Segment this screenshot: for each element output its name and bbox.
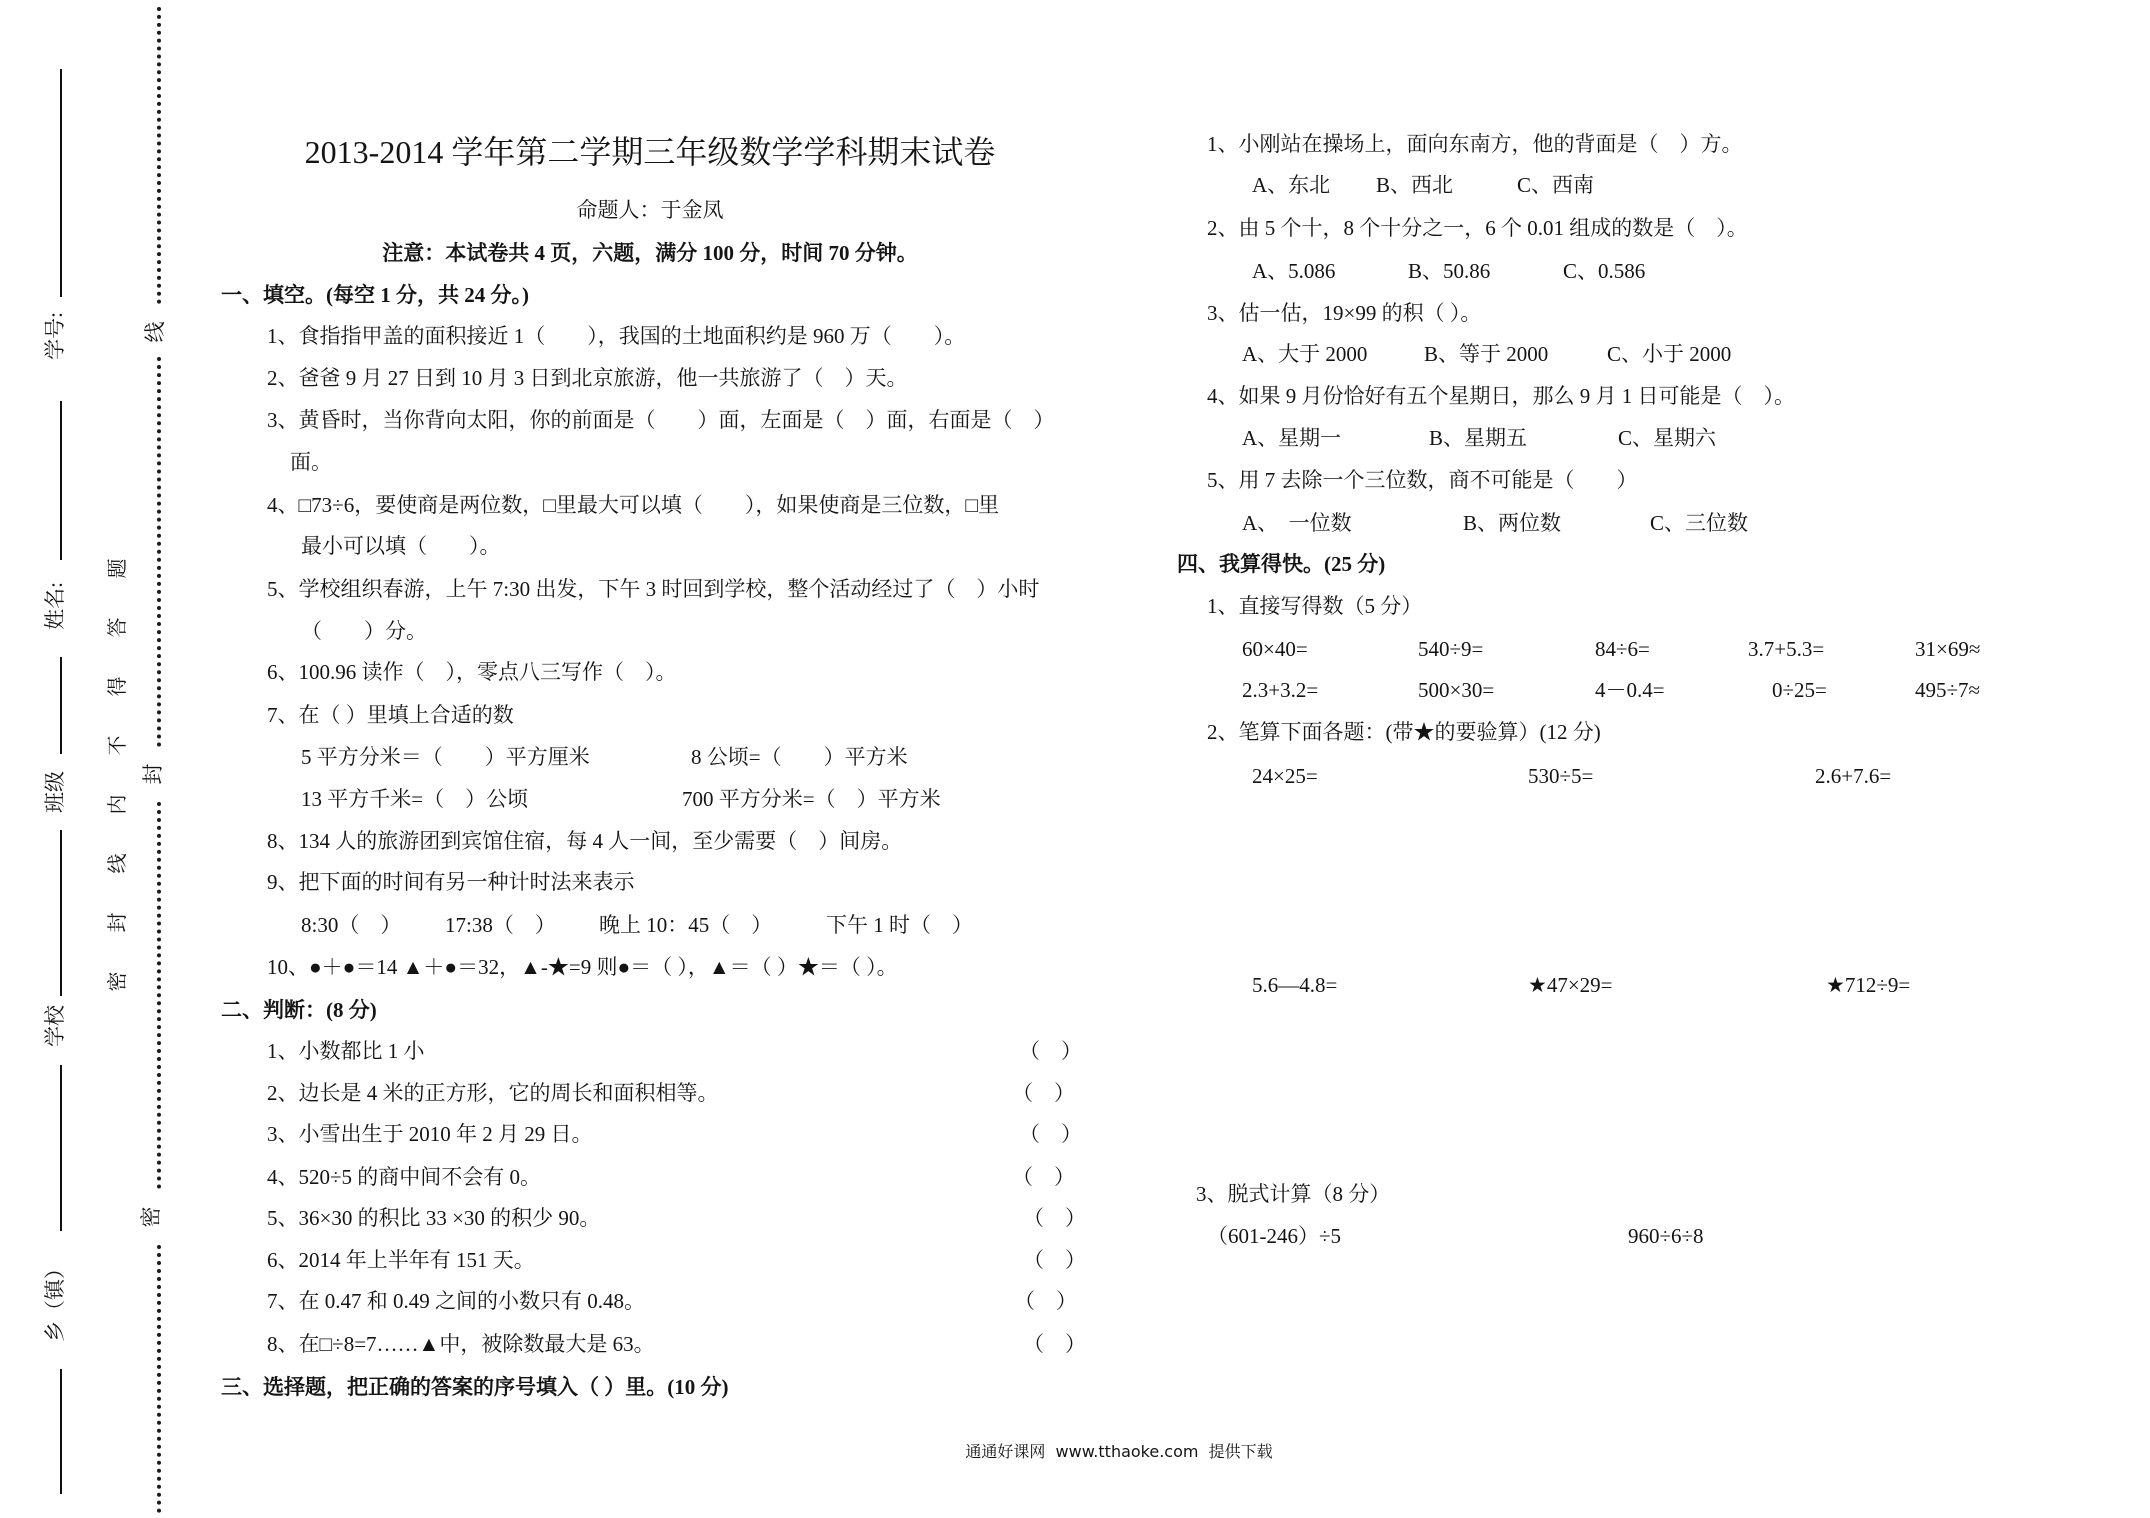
question-text: 2、爸爸 9 月 27 日到 10 月 3 日到北京旅游，他一共旅游了（ ）天。 [267, 366, 908, 390]
oral-calc-item: 84÷6= [1595, 637, 1650, 661]
question-text-continued: 面。 [290, 450, 332, 474]
judgment-item: 6、2014 年上半年有 151 天。 [267, 1248, 535, 1272]
written-calc-item: ★712÷9= [1826, 973, 1911, 997]
judgment-item: 2、边长是 4 米的正方形，它的周长和面积相等。 [267, 1081, 719, 1105]
section-heading-choice: 三、选择题，把正确的答案的序号填入（ ）里。(10 分) [221, 1375, 729, 1399]
written-calc-item: 530÷5= [1528, 764, 1594, 788]
question-text: 1、食指指甲盖的面积接近 1（ ），我国的土地面积约是 960 万（ ）。 [267, 324, 966, 348]
student-no-label: 学号: [43, 312, 67, 360]
choice-option: C、西南 [1517, 173, 1595, 197]
choice-option: A、大于 2000 [1242, 342, 1368, 366]
choice-question: 1、小刚站在操场上，面向东南方，他的背面是（ ）方。 [1207, 132, 1743, 156]
written-calc-item: 24×25= [1252, 764, 1318, 788]
question-text-continued: （ ）分。 [301, 619, 427, 643]
judgment-answer-blank: （ ） [1019, 1039, 1082, 1063]
choice-option: B、星期五 [1429, 426, 1528, 450]
choice-question: 3、估一估，19×99 的积（ ）。 [1207, 301, 1482, 325]
judgment-item: 3、小雪出生于 2010 年 2 月 29 日。 [267, 1122, 593, 1146]
oral-calc-title: 1、直接写得数（5 分） [1207, 594, 1423, 618]
seal-mark-seal: 封 [141, 763, 165, 785]
question-text: 9、把下面的时间有另一种计时法来表示 [267, 870, 635, 894]
judgment-answer-blank: （ ） [1023, 1332, 1086, 1356]
sub-blank: 5 平方分米＝（ ）平方厘米 [301, 745, 590, 769]
choice-option: B、等于 2000 [1424, 342, 1549, 366]
seal-mark-secret: 密 [139, 1206, 163, 1228]
seal-mark-line: 线 [143, 321, 167, 343]
time-blank: 17:38（ ） [445, 913, 556, 937]
choice-option: C、星期六 [1618, 426, 1717, 450]
choice-option: C、小于 2000 [1607, 342, 1732, 366]
choice-option: C、三位数 [1650, 511, 1749, 535]
written-calc-item: ★47×29= [1528, 973, 1613, 997]
sub-blank: 13 平方千米=（ ）公顷 [301, 787, 529, 811]
question-text: 10、●＋●＝14 ▲＋●＝32，▲-★=9 则●＝（ ），▲＝（ ）★＝（ ）。 [267, 955, 898, 979]
choice-option: B、西北 [1376, 173, 1454, 197]
choice-question: 4、如果 9 月份恰好有五个星期日，那么 9 月 1 日可能是（ ）。 [1207, 384, 1795, 408]
written-calc-title: 2、笔算下面各题：(带★的要验算）(12 分) [1207, 720, 1601, 744]
section-heading-calc: 四、我算得快。(25 分) [1177, 552, 1386, 576]
judgment-answer-blank: （ ） [1023, 1206, 1086, 1230]
class-label: 班级 [43, 771, 67, 813]
stepwise-calc-item: 960÷6÷8 [1628, 1224, 1704, 1248]
choice-question: 2、由 5 个十，8 个十分之一，6 个 0.01 组成的数是（ ）。 [1207, 216, 1748, 240]
school-label: 学校 [43, 1005, 67, 1047]
judgment-answer-blank: （ ） [1023, 1248, 1086, 1272]
exam-notice: 注意：本试卷共 4 页，六题，满分 100 分，时间 70 分钟。 [382, 241, 918, 265]
judgment-item: 1、小数都比 1 小 [267, 1039, 425, 1063]
question-text: 5、学校组织春游，上午 7:30 出发，下午 3 时回到学校，整个活动经过了（ ）小时 [267, 577, 1040, 601]
stepwise-calc-item: （601-246）÷5 [1207, 1224, 1342, 1248]
judgment-answer-blank: （ ） [1014, 1289, 1077, 1313]
judgment-answer-blank: （ ） [1012, 1081, 1075, 1105]
choice-option: B、50.86 [1408, 259, 1491, 283]
oral-calc-item: 0÷25= [1772, 678, 1827, 702]
choice-option: A、星期一 [1242, 426, 1342, 450]
judgment-item: 7、在 0.47 和 0.49 之间的小数只有 0.48。 [267, 1289, 645, 1313]
choice-option: B、两位数 [1463, 511, 1562, 535]
oral-calc-item: 500×30= [1418, 678, 1495, 702]
choice-option: C、0.586 [1563, 259, 1646, 283]
choice-option: A、东北 [1252, 173, 1331, 197]
question-text: 6、100.96 读作（ ），零点八三写作（ ）。 [267, 660, 677, 684]
oral-calc-item: 540÷9= [1418, 637, 1484, 661]
question-text: 7、在（ ）里填上合适的数 [267, 703, 514, 727]
question-text: 4、□73÷6，要使商是两位数，□里最大可以填（ ），如果使商是三位数，□里 [267, 493, 1000, 517]
time-blank: 下午 1 时（ ） [826, 913, 973, 937]
time-blank: 晚上 10：45（ ） [599, 913, 773, 937]
exam-author: 命题人：于金凤 [576, 198, 724, 222]
judgment-answer-blank: （ ） [1019, 1122, 1082, 1146]
oral-calc-item: 2.3+3.2= [1242, 678, 1319, 702]
question-text-continued: 最小可以填（ ）。 [301, 534, 501, 558]
choice-question: 5、用 7 去除一个三位数，商不可能是（ ） [1207, 468, 1638, 492]
oral-calc-item: 4－0.4= [1595, 678, 1665, 702]
oral-calc-item: 495÷7≈ [1915, 678, 1981, 702]
section-heading-fill-in: 一、填空。(每空 1 分，共 24 分。) [221, 283, 529, 307]
name-label: 姓名: [43, 582, 67, 630]
question-text: 3、黄昏时，当你背向太阳，你的前面是（ ）面，左面是（ ）面，右面是（ ） [267, 408, 1055, 432]
judgment-answer-blank: （ ） [1012, 1165, 1075, 1189]
sub-blank: 700 平方分米=（ ）平方米 [682, 787, 941, 811]
time-blank: 8:30（ ） [301, 913, 402, 937]
township-label: 乡（镇） [43, 1258, 67, 1342]
written-calc-item: 2.6+7.6= [1815, 764, 1892, 788]
seal-warning: 密封线内不得答题 [107, 519, 129, 992]
page-title: 2013-2014 学年第二学期三年级数学学科期末试卷 [304, 134, 996, 170]
sub-blank: 8 公顷=（ ）平方米 [691, 745, 908, 769]
judgment-item: 5、36×30 的积比 33 ×30 的积少 90。 [267, 1206, 601, 1230]
choice-option: A、5.086 [1252, 259, 1336, 283]
footer-source: 通通好课网 www.tthaoke.com 提供下载 [965, 1442, 1273, 1461]
stepwise-calc-title: 3、脱式计算（8 分） [1196, 1182, 1391, 1206]
oral-calc-item: 60×40= [1242, 637, 1308, 661]
question-text: 8、134 人的旅游团到宾馆住宿，每 4 人一间，至少需要（ ）间房。 [267, 829, 903, 853]
judgment-item: 8、在□÷8=7……▲中，被除数最大是 63。 [267, 1332, 655, 1356]
choice-option: A、 一位数 [1242, 511, 1352, 535]
section-heading-judgment: 二、判断：(8 分) [221, 998, 377, 1022]
oral-calc-item: 31×69≈ [1915, 637, 1981, 661]
written-calc-item: 5.6—4.8= [1252, 973, 1338, 997]
oral-calc-item: 3.7+5.3= [1748, 637, 1825, 661]
judgment-item: 4、520÷5 的商中间不会有 0。 [267, 1165, 542, 1189]
